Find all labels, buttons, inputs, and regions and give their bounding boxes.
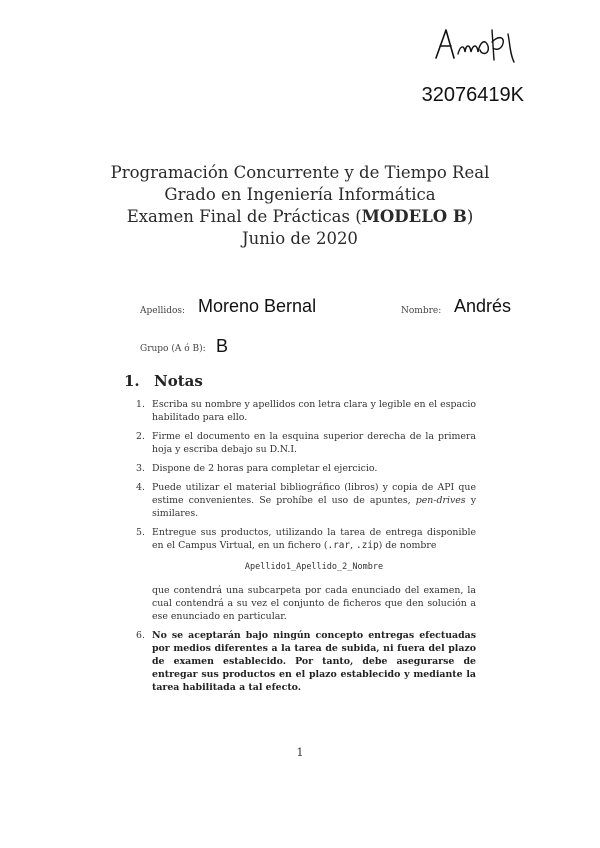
list-item xyxy=(124,629,476,694)
exam-model: MODELO B xyxy=(361,207,467,226)
apellidos-value: Moreno Bernal xyxy=(198,296,317,316)
section-number: 1. xyxy=(124,372,140,390)
item-text-continuation: que contendrá una subcarpeta por cada enunciado del examen, la cual contendrá a su vez el conjunto de ficheros que den solución a ese enunciado en particular. xyxy=(152,585,476,622)
item-number: 4. xyxy=(136,482,145,493)
list-item xyxy=(124,462,476,475)
exam-date: Junio de 2020 xyxy=(242,229,358,248)
nombre-value: Andrés xyxy=(454,296,512,316)
list-item xyxy=(124,430,476,456)
apellidos-label: Apellidos: xyxy=(140,306,186,316)
item-text-part: Entregue sus productos, utilizando la tarea de entrega disponible en el Campus Virtual, en un fichero ( xyxy=(152,527,476,551)
item-text-part: , xyxy=(350,540,357,551)
page-number: 1 xyxy=(296,746,304,759)
item-text-part: y similares. xyxy=(152,495,476,519)
exam-name-prefix: Examen Final de Prácticas ( xyxy=(126,207,362,226)
item-number: 3. xyxy=(136,463,145,474)
item-number: 1. xyxy=(136,399,145,410)
item-number: 2. xyxy=(136,431,145,442)
item-text-bold: No se aceptarán bajo ningún concepto entregas efectuadas por medios diferentes a la tarea de subida, ni fuera del plazo de examen establecido. Por tanto, debe asegurarse de entregar sus productos en el plazo establecido y mediante la tarea habilitada a tal efecto. xyxy=(152,630,476,693)
exam-name xyxy=(0,206,600,228)
filename-pattern: Apellido1_Apellido_2_Nombre xyxy=(244,562,384,572)
item-text xyxy=(152,527,476,551)
item-text-part: Puede utilizar el material bibliográfico (libros) y copia de API que estime convenientes. Se prohíbe el uso de apuntes, xyxy=(152,482,476,506)
item-number: 5. xyxy=(136,527,145,538)
notes-list xyxy=(124,398,476,700)
course-name: Programación Concurrente y de Tiempo Real xyxy=(110,163,490,182)
list-item xyxy=(124,398,476,424)
item-text: Firme el documento en la esquina superior derecha de la primera hoja y escriba debajo su D.N.I. xyxy=(152,431,476,455)
exam-title xyxy=(0,162,600,250)
item-text: Escriba su nombre y apellidos con letra clara y legible en el espacio habilitado para ello. xyxy=(152,399,476,423)
file-extension-zip: .zip xyxy=(356,540,379,551)
item-text: Dispone de 2 horas para completar el ejercicio. xyxy=(152,463,378,474)
handwritten-signature xyxy=(430,24,530,64)
exam-name-suffix: ) xyxy=(466,207,474,226)
item-text-part: ) de nombre xyxy=(378,540,437,551)
section-title: Notas xyxy=(154,372,203,390)
section-heading xyxy=(124,372,203,390)
item-text-emphasis: pen-drives xyxy=(415,495,466,506)
file-extension-rar: .rar xyxy=(327,540,351,551)
item-text xyxy=(152,482,476,519)
grupo-label: Grupo (A ó B): xyxy=(140,344,206,354)
grupo-value: B xyxy=(216,336,229,356)
dni-number: 32076419K xyxy=(421,84,524,106)
list-item xyxy=(124,526,476,623)
nombre-label: Nombre: xyxy=(401,306,442,316)
list-item xyxy=(124,481,476,520)
item-number: 6. xyxy=(136,630,145,641)
degree-name: Grado en Ingeniería Informática xyxy=(164,185,436,204)
